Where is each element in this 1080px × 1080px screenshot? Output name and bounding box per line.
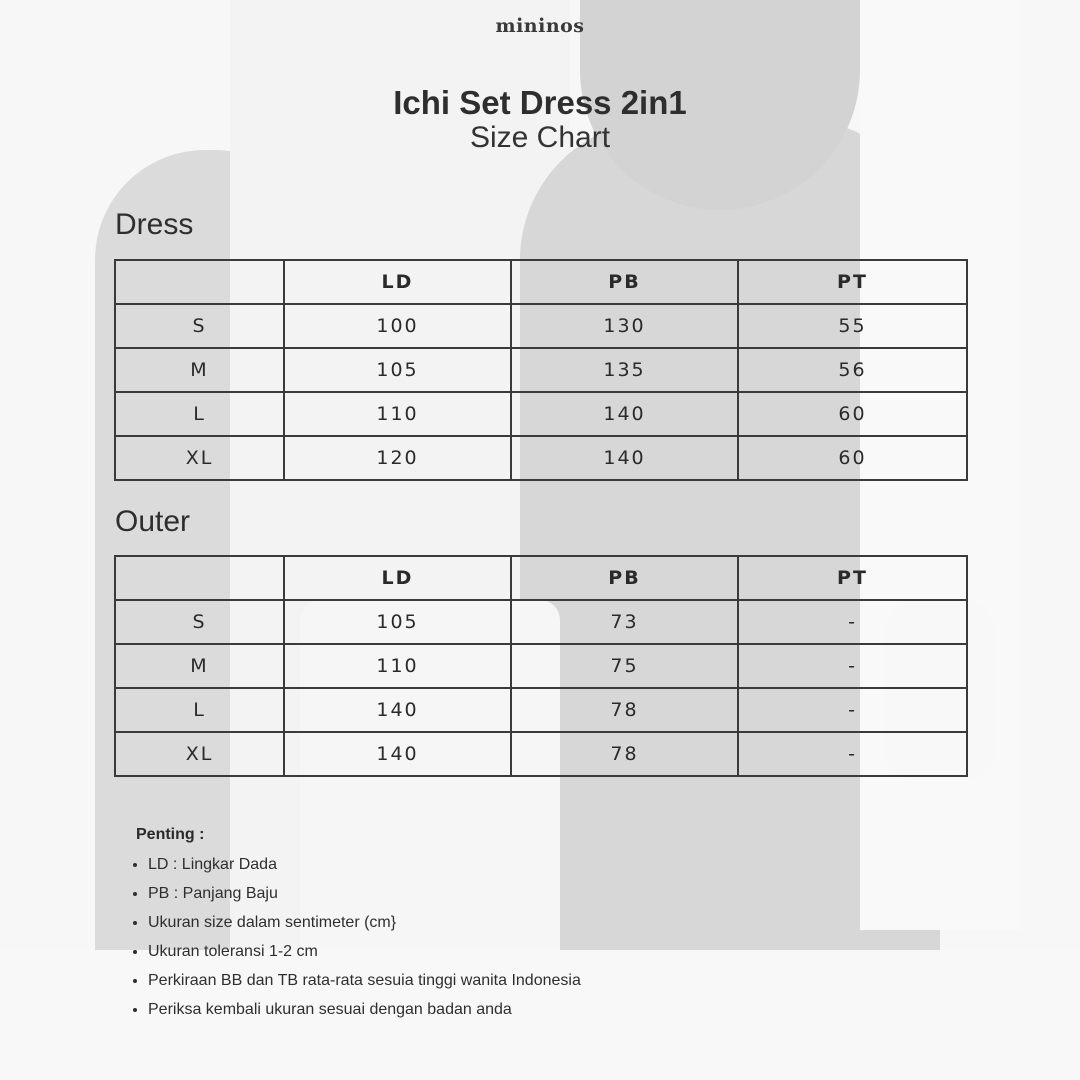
- table-row: [115, 436, 967, 480]
- pt-cell: -: [738, 600, 967, 644]
- table-row: [115, 688, 967, 732]
- pb-cell: 75: [511, 644, 738, 688]
- pb-cell: 73: [511, 600, 738, 644]
- list-item: • Perkiraan BB dan TB rata-rata sesuia tinggi wanita Indonesia: [148, 966, 636, 995]
- pb-cell: 140: [511, 392, 738, 436]
- outer-section-label: Outer: [115, 505, 191, 538]
- table-row: [115, 644, 967, 688]
- table-header-row: [115, 260, 967, 304]
- outer-size-table: [114, 555, 968, 777]
- notes-list: [116, 850, 636, 1024]
- dress-size-table: [114, 259, 968, 481]
- header-cell: LD: [284, 556, 511, 600]
- pt-cell: 60: [738, 436, 967, 480]
- table-row: [115, 304, 967, 348]
- pt-cell: -: [738, 644, 967, 688]
- header-cell: PT: [738, 260, 967, 304]
- notes-title: Penting :: [136, 826, 205, 843]
- ld-cell: 110: [284, 392, 511, 436]
- header-cell: LD: [284, 260, 511, 304]
- table-row: [115, 348, 967, 392]
- size-cell: M: [115, 348, 284, 392]
- list-item: • Periksa kembali ukuran sesuai dengan badan anda: [148, 995, 636, 1024]
- pt-cell: -: [738, 732, 967, 776]
- table-row: [115, 732, 967, 776]
- size-cell: S: [115, 304, 284, 348]
- pb-cell: 78: [511, 688, 738, 732]
- ld-cell: 100: [284, 304, 511, 348]
- pt-cell: -: [738, 688, 967, 732]
- list-item: • Ukuran size dalam sentimeter (cm}: [148, 908, 636, 937]
- ld-cell: 140: [284, 732, 511, 776]
- pb-cell: 78: [511, 732, 738, 776]
- ld-cell: 140: [284, 688, 511, 732]
- notes-section: [116, 826, 636, 1024]
- page-subtitle: Size Chart: [469, 121, 611, 154]
- list-item: • PB : Panjang Baju: [148, 879, 636, 908]
- dress-section-label: Dress: [115, 208, 194, 241]
- size-cell: L: [115, 688, 284, 732]
- header-cell: [115, 260, 284, 304]
- pb-cell: 135: [511, 348, 738, 392]
- pt-cell: 55: [738, 304, 967, 348]
- ld-cell: 105: [284, 600, 511, 644]
- ld-cell: 105: [284, 348, 511, 392]
- size-cell: S: [115, 600, 284, 644]
- ld-cell: 110: [284, 644, 511, 688]
- size-cell: XL: [115, 436, 284, 480]
- header-cell: PB: [511, 260, 738, 304]
- list-item: • LD : Lingkar Dada: [148, 850, 636, 879]
- size-cell: XL: [115, 732, 284, 776]
- table-row: [115, 600, 967, 644]
- table-row: [115, 392, 967, 436]
- page-title: Ichi Set Dress 2in1: [393, 84, 687, 121]
- pt-cell: 56: [738, 348, 967, 392]
- header-cell: PB: [511, 556, 738, 600]
- size-cell: M: [115, 644, 284, 688]
- header-cell: PT: [738, 556, 967, 600]
- ld-cell: 120: [284, 436, 511, 480]
- brand-logo: mininos: [495, 15, 585, 37]
- pb-cell: 130: [511, 304, 738, 348]
- pt-cell: 60: [738, 392, 967, 436]
- list-item: • Ukuran toleransi 1-2 cm: [148, 937, 636, 966]
- size-cell: L: [115, 392, 284, 436]
- header-cell: [115, 556, 284, 600]
- pb-cell: 140: [511, 436, 738, 480]
- table-header-row: [115, 556, 967, 600]
